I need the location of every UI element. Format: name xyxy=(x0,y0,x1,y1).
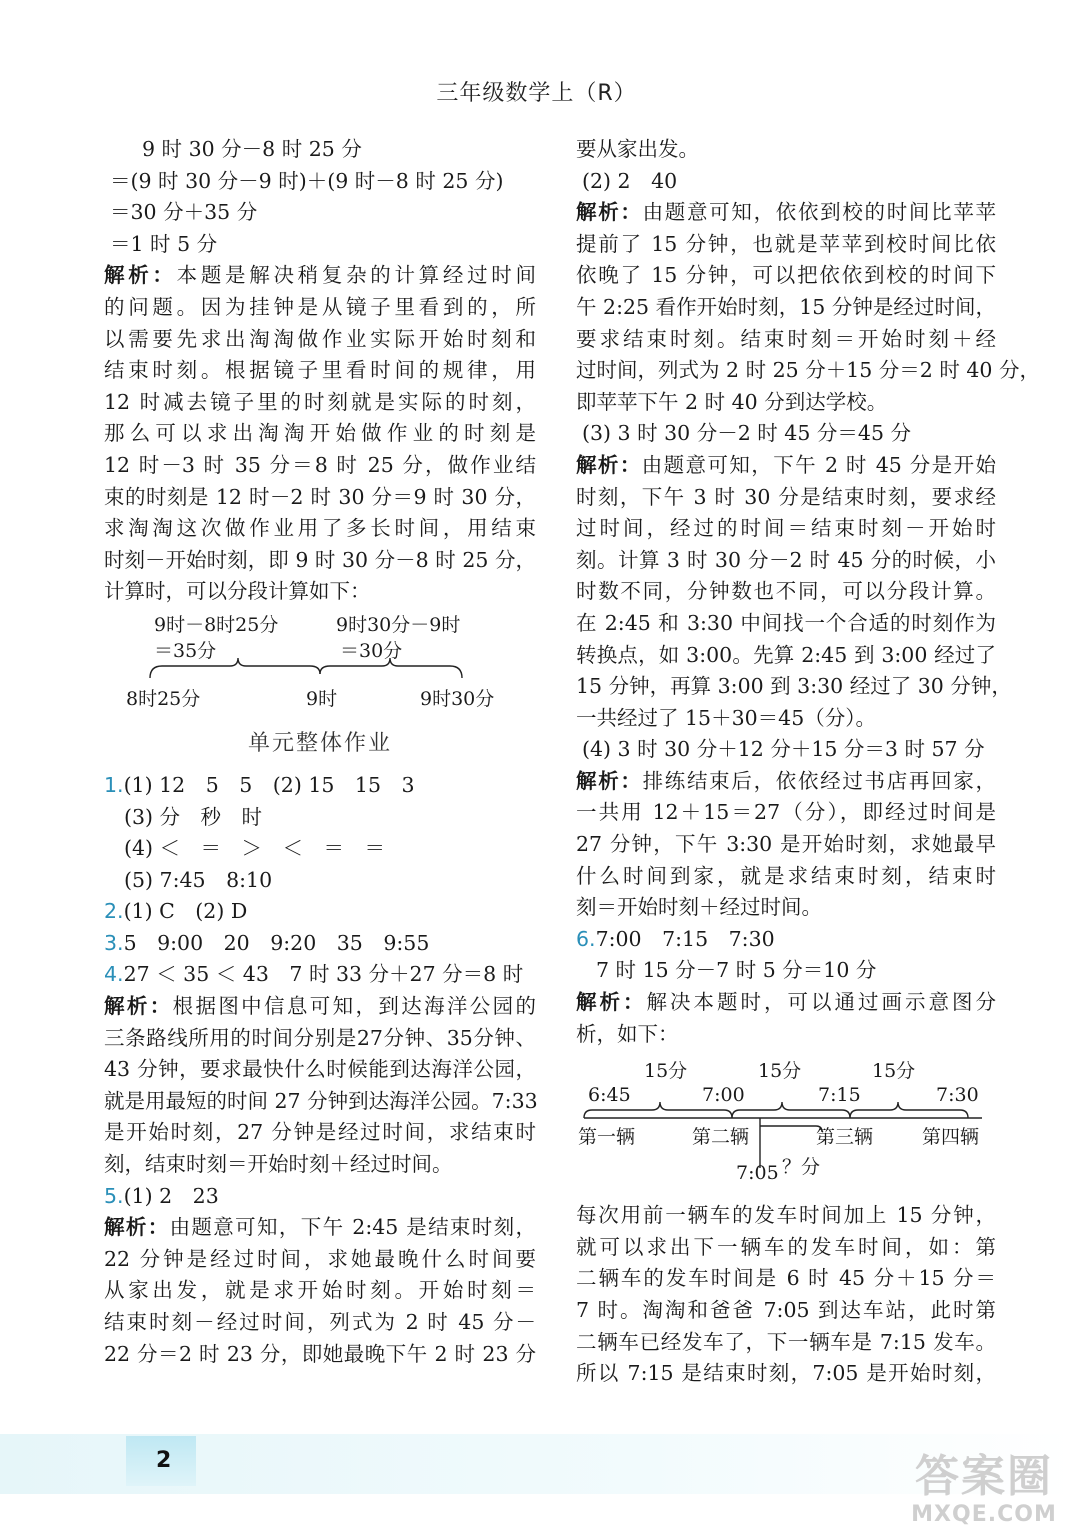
analysis-line: 就可以求出下一辆车的发车时间，如：第 xyxy=(576,1234,996,1259)
analysis-line: 12 时减去镜子里的时刻就是实际的时刻， xyxy=(104,389,536,414)
arrival-label: 7:05 xyxy=(736,1162,779,1185)
analysis-line: 在 2:45 和 3:30 中间找一个合适的时刻作为 xyxy=(576,610,996,635)
analysis-label: 解析： xyxy=(104,263,177,288)
page-header: 三年级数学上（R） xyxy=(436,81,637,106)
answer-line: 7 时 15 分－7 时 5 分＝10 分 xyxy=(596,958,877,983)
analysis-line: 解析：解决本题时，可以通过画示意图分 xyxy=(576,990,996,1015)
left-column xyxy=(104,134,536,1370)
analysis-line: 析，如下： xyxy=(576,1021,679,1046)
analysis-line: 22 分钟是经过时间，求她最晚什么时间要 xyxy=(104,1246,536,1271)
analysis-line: 12 时－3 时 35 分＝8 时 25 分，做作业结 xyxy=(104,452,536,477)
unknown-label: ？分 xyxy=(782,1156,821,1179)
analysis-line: 结束时刻－经过时间，列式为 2 时 45 分－ xyxy=(104,1310,536,1334)
bus-label: 第二辆 xyxy=(692,1126,750,1149)
analysis-line: 要求结束时刻。结束时刻＝开始时刻＋经 xyxy=(576,326,996,351)
calc-line: ＝30 分＋35 分 xyxy=(110,200,258,225)
segment-label: 9时30分－9时 xyxy=(336,613,461,636)
analysis-line: 过时间，列式为 2 时 25 分＋15 分＝2 时 40 分， xyxy=(576,358,1040,383)
time-label: 7:15 xyxy=(818,1084,861,1107)
tick-label: 9时 xyxy=(306,687,338,710)
answer-line: 5.(1) 2 23 xyxy=(104,1183,219,1208)
segment-label: 15分 xyxy=(872,1060,916,1083)
time-label: 6:45 xyxy=(588,1084,631,1107)
answer-line: (3) 3 时 30 分－2 时 45 分＝45 分 xyxy=(582,421,912,446)
answer-line: (4) ＜ ＝ ＞ ＜ ＝ ＝ xyxy=(124,836,386,861)
question-number: 5. xyxy=(104,1183,124,1208)
analysis-line: 依晚了 15 分钟，可以把依依到校的时间下 xyxy=(576,263,996,288)
answer-line: 4.27 ＜ 35 ＜ 43 7 时 33 分＋27 分＝8 时 xyxy=(104,962,524,987)
analysis-line: 是开始时刻，27 分钟是经过时间，求结束时 xyxy=(104,1120,536,1145)
calc-line: ＝1 时 5 分 xyxy=(110,231,218,256)
analysis-line: 转换点，如 3:00。先算 2:45 到 3:00 经过了 xyxy=(576,642,996,667)
analysis-label: 解析： xyxy=(576,200,643,225)
calc-line: ＝(9 时 30 分－9 时)＋(9 时－8 时 25 分) xyxy=(110,168,504,193)
analysis-line: 一共用 12＋15＝27（分），即经过时间是 xyxy=(576,800,996,825)
analysis-line: 求淘淘这次做作业用了多长时间，用结束 xyxy=(104,516,536,541)
analysis-line: 所以 7:15 是结束时刻，7:05 是开始时刻， xyxy=(576,1361,996,1386)
calc-line: 9 时 30 分－8 时 25 分 xyxy=(142,137,362,161)
page-number: 2 xyxy=(126,1436,196,1486)
answer-line: 3.5 9:00 20 9:20 35 9:55 xyxy=(104,930,430,955)
bus-timeline-diagram xyxy=(576,1050,996,1200)
analysis-line: 二辆车的发车时间是 6 时 45 分＋15 分＝ xyxy=(576,1266,996,1291)
time-label: 7:00 xyxy=(702,1084,745,1107)
question-number: 1. xyxy=(104,772,124,797)
tick-label: 9时30分 xyxy=(420,687,495,710)
right-column xyxy=(576,134,1040,1390)
analysis-line: 刻＝开始时刻＋经过时间。 xyxy=(576,895,822,920)
analysis-label: 解析： xyxy=(576,990,647,1015)
analysis-line: 22 分＝2 时 23 分，即她最晚下午 2 时 23 分 xyxy=(104,1341,536,1366)
answer-line: (3) 分 秒 时 xyxy=(124,804,263,829)
analysis-line: 即苹苹下午 2 时 40 分到达学校。 xyxy=(576,389,888,414)
analysis-line: 以需要先求出淘淘做作业实际开始时刻和 xyxy=(104,326,536,351)
analysis-line: 27 分钟，下午 3:30 是开始时刻，求她最早 xyxy=(576,832,996,857)
bus-label: 第三辆 xyxy=(816,1126,874,1149)
analysis-line: 计算时，可以分段计算如下： xyxy=(104,579,371,604)
analysis-line: 解析：排练结束后，依依经过书店再回家， xyxy=(576,768,997,793)
analysis-line: 二辆车已经发车了，下一辆车是 7:15 发车。 xyxy=(576,1329,996,1354)
analysis-line: 15 分钟，再算 3:00 到 3:30 经过了 30 分钟， xyxy=(576,674,1012,699)
analysis-line: 一共经过了 15＋30＝45（分）。 xyxy=(576,705,877,730)
analysis-line: 三条路线所用的时间分别是27分钟、35分钟、 xyxy=(104,1025,536,1050)
analysis-line: 时刻－开始时刻，即 9 时 30 分－8 时 25 分， xyxy=(104,547,536,572)
analysis-label: 解析： xyxy=(576,768,643,793)
analysis-line: 每次用前一辆车的发车时间加上 15 分钟， xyxy=(576,1203,996,1228)
analysis-line: 解析：由题意可知，依依到校的时间比苹苹 xyxy=(576,200,997,225)
segment-label: 15分 xyxy=(644,1060,688,1083)
segment-diagram xyxy=(104,608,536,718)
analysis-line: 结束时刻。根据镜子里看时间的规律，用 xyxy=(104,358,536,383)
bus-label: 第一辆 xyxy=(578,1126,636,1149)
analysis-line: 解析：由题意可知，下午 2 时 45 分是开始 xyxy=(576,452,996,477)
segment-label: ＝35分 xyxy=(154,639,217,662)
analysis-line: 43 分钟，要求最快什么时候能到达海洋公园， xyxy=(104,1057,536,1082)
question-number: 6. xyxy=(576,926,596,951)
analysis-line: 时数不同，分钟数也不同，可以分段计算。 xyxy=(576,579,996,604)
time-label: 7:30 xyxy=(936,1084,979,1107)
analysis-line: 什么时间到家，就是求结束时刻，结束时 xyxy=(576,863,996,888)
analysis-line: 就是用最短的时间 27 分钟到达海洋公园。7:33 xyxy=(104,1088,538,1113)
answer-line: 6.7:00 7:15 7:30 xyxy=(576,926,775,951)
answer-line: (2) 2 40 xyxy=(582,168,678,193)
question-number: 4. xyxy=(104,962,124,987)
analysis-label: 解析： xyxy=(104,1215,170,1240)
analysis-line: 刻，结束时刻＝开始时刻＋经过时间。 xyxy=(104,1152,453,1177)
analysis-line: 时刻，下午 3 时 30 分是结束时刻，要求经 xyxy=(576,484,996,509)
watermark-text: 答案圈 xyxy=(915,1451,1053,1502)
watermark-url: MXQE.COM xyxy=(911,1502,1057,1527)
analysis-line: 午 2:25 看作开始时刻，15 分钟是经过时间， xyxy=(576,294,996,319)
bus-label: 第四辆 xyxy=(922,1126,980,1149)
segment-label: 9时－8时25分 xyxy=(154,613,279,636)
analysis-line: 解析：根据图中信息可知，到达海洋公园的 xyxy=(104,994,537,1019)
analysis-line: 解析：由题意可知，下午 2:45 是结束时刻， xyxy=(104,1215,536,1240)
analysis-label: 解析： xyxy=(104,994,173,1019)
question-number: 3. xyxy=(104,930,124,955)
analysis-line: 解析：本题是解决稍复杂的计算经过时间 xyxy=(104,263,537,288)
question-number: 2. xyxy=(104,899,124,924)
analysis-line: 提前了 15 分钟，也就是苹苹到校时间比依 xyxy=(576,231,996,256)
tick-label: 8时25分 xyxy=(126,687,201,710)
analysis-line: 7 时。淘淘和爸爸 7:05 到达车站，此时第 xyxy=(576,1298,996,1322)
analysis-line: 要从家出发。 xyxy=(576,137,699,161)
analysis-line: 那么可以求出淘淘开始做作业的时刻是 xyxy=(104,421,536,446)
segment-label: 15分 xyxy=(758,1060,802,1083)
section-title: 单元整体作业 xyxy=(247,730,392,756)
analysis-line: 束的时刻是 12 时－2 时 30 分＝9 时 30 分， xyxy=(104,484,536,509)
answer-line: 1.(1) 12 5 5 (2) 15 15 3 xyxy=(104,772,415,797)
analysis-line: 的问题。因为挂钟是从镜子里看到的，所 xyxy=(104,294,536,319)
analysis-line: 刻。计算 3 时 30 分－2 时 45 分的时候，小 xyxy=(576,547,996,572)
answer-line: (5) 7:45 8:10 xyxy=(124,867,273,892)
segment-label: ＝30分 xyxy=(340,639,403,662)
analysis-line: 过时间，经过的时间＝结束时刻－开始时 xyxy=(576,516,996,541)
analysis-line: 从家出发，就是求开始时刻。开始时刻＝ xyxy=(104,1278,536,1303)
answer-line: 2.(1) C (2) D xyxy=(104,899,248,924)
watermark-logo xyxy=(909,1452,1059,1530)
analysis-label: 解析： xyxy=(576,452,642,477)
answer-line: (4) 3 时 30 分＋12 分＋15 分＝3 时 57 分 xyxy=(582,737,985,762)
